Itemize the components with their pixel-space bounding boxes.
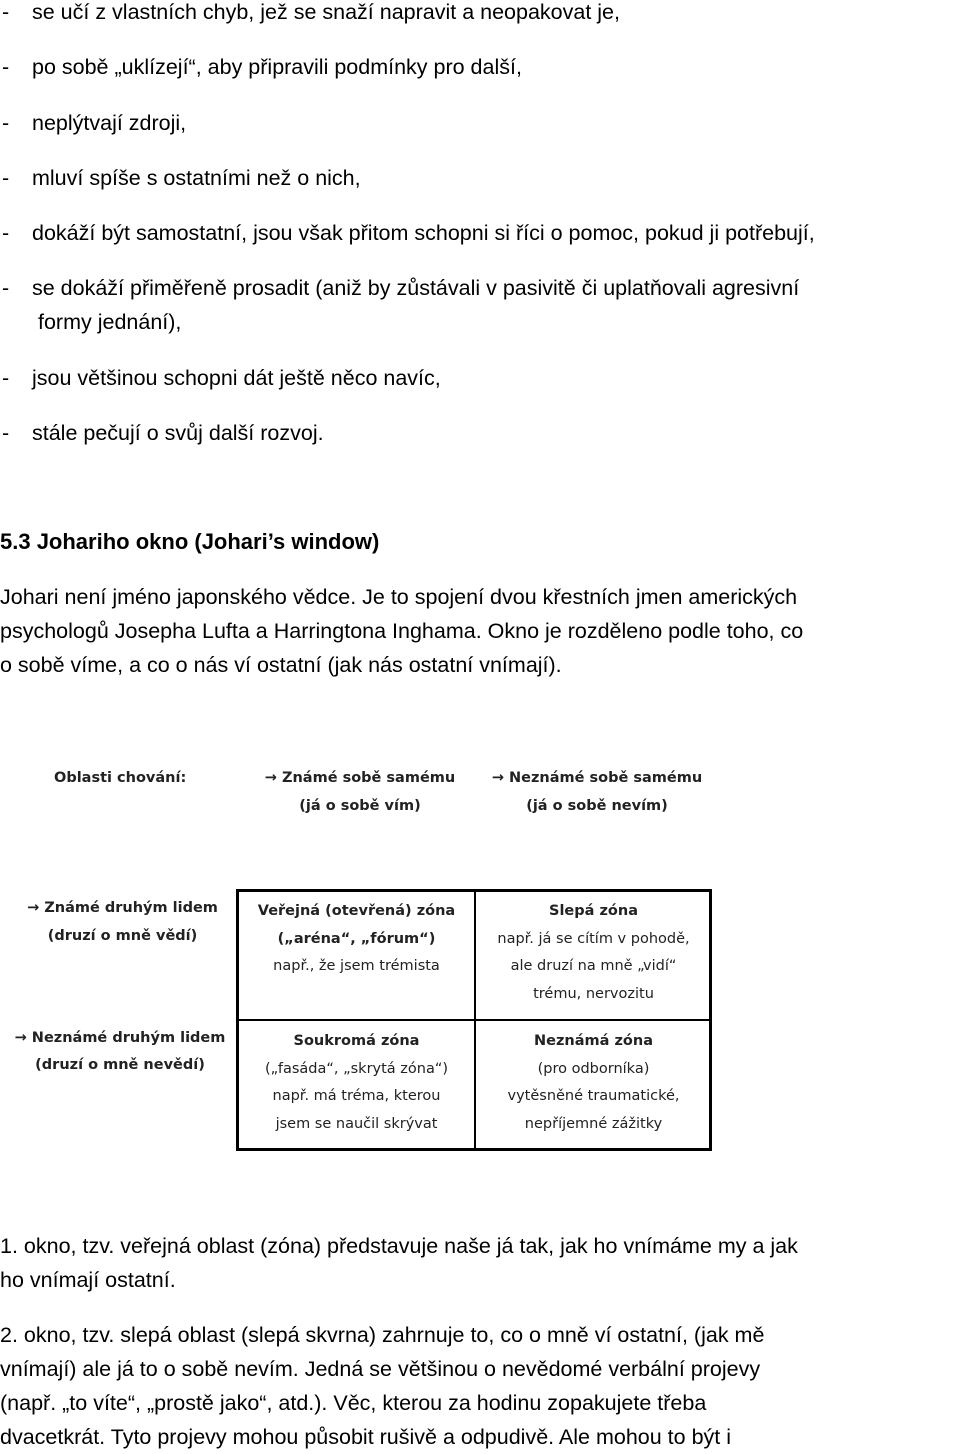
bullet-dash: - <box>2 221 10 245</box>
cell-line: trému, nervozitu <box>533 985 654 1002</box>
window-2-paragraph <box>0 1318 958 1454</box>
paragraph-line: vnímají) ale já to o sobě nevím. Jedná se většinou o nevědomé verbální projevy <box>0 1357 761 1381</box>
bullet-text: mluví spíše s ostatními než o nich, <box>32 166 361 190</box>
cell-line: např. já se cítím v pohodě, <box>497 930 690 947</box>
bullet-dash: - <box>2 0 10 24</box>
cell-line: jsem se naučil skrývat <box>275 1115 438 1132</box>
areas-label: Oblasti chování: <box>54 770 187 786</box>
column-header-unknown-self <box>482 770 712 786</box>
cell-line: ale druzí na mně „vidí“ <box>510 958 677 974</box>
bullet-dash: - <box>2 55 10 79</box>
johari-grid <box>236 889 712 1151</box>
paragraph-line: 1. okno, tzv. veřejná oblast (zóna) představuje naše já tak, jak ho vnímáme my a jak <box>0 1234 798 1258</box>
bullet-dash: - <box>2 366 10 390</box>
column-subtitle: (já o sobě vím) <box>299 798 421 814</box>
cell-line: např., že jsem trémista <box>273 958 440 974</box>
row-subtitle: (druzí o mně vědí) <box>47 928 198 944</box>
paragraph-line: o sobě víme, a co o nás ví ostatní (jak nás ostatní vnímají). <box>0 653 562 677</box>
bullet-text: dokáží být samostatní, jsou však přitom schopni si říci o pomoc, pokud ji potřebují, <box>32 221 815 245</box>
column-title: → Známé sobě samému <box>264 770 456 786</box>
cell-title: Neznámá zóna <box>534 1033 653 1049</box>
cell-line: (pro odborníka) <box>537 1060 650 1077</box>
paragraph-line: ho vnímají ostatní. <box>0 1268 176 1292</box>
cell-line: („aréna“, „fórum“) <box>277 930 436 947</box>
bullet-dash: - <box>2 276 10 300</box>
bullet-dash: - <box>2 111 10 135</box>
row-header-known-others: → Známé druhým lidem <box>27 900 218 916</box>
cell-line: nepříjemné zážitky <box>524 1115 663 1132</box>
intro-paragraph <box>0 580 958 682</box>
paragraph-line: (např. „to víte“, „prostě jako“, atd.). Věc, kterou za hodinu zopakujete třeba <box>0 1391 707 1415</box>
bullet-text: se učí z vlastních chyb, jež se snaží napravit a neopakovat je, <box>32 0 620 24</box>
bullet-dash: - <box>2 166 10 190</box>
cell-line: vytěsněné traumatické, <box>507 1088 680 1104</box>
bullet-text: neplýtvají zdroji, <box>32 111 187 135</box>
bullet-text: se dokáží přiměřeně prosadit (aniž by zůstávali v pasivitě či uplatňovali agresivní <box>32 276 800 300</box>
cell-unknown-zone <box>476 1028 711 1138</box>
paragraph-line: 2. okno, tzv. slepá oblast (slepá skvrna) zahrnuje to, co o mně ví ostatní, (jak mě <box>0 1323 765 1347</box>
grid-divider <box>239 1019 709 1021</box>
paragraph-line: psychologů Josepha Lufta a Harringtona Inghama. Okno je rozděleno podle toho, co <box>0 619 804 643</box>
cell-line: např. má tréma, kterou <box>272 1088 441 1104</box>
cell-line: („fasáda“, „skrytá zóna“) <box>264 1060 449 1077</box>
row-subtitle: (druzí o mně nevědí) <box>35 1057 205 1073</box>
row-header-unknown-others: → Neznámé druhým lidem <box>14 1030 226 1046</box>
bullet-text: jsou většinou schopni dát ještě něco navíc, <box>32 366 441 390</box>
paragraph-line: Johari není jméno japonského vědce. Je to spojení dvou křestních jmen amerických <box>0 585 798 609</box>
cell-title: Veřejná (otevřená) zóna <box>257 903 456 919</box>
column-header-known-self <box>250 770 470 786</box>
cell-private-zone <box>239 1028 474 1138</box>
cell-blind-zone <box>476 898 711 1008</box>
bullet-text: stále pečují o svůj další rozvoj. <box>32 421 324 445</box>
column-title: → Neznámé sobě samému <box>491 770 703 786</box>
bullet-dash: - <box>2 421 10 445</box>
paragraph-line: dvacetkrát. Tyto projevy mohou působit rušivě a odpudivě. Ale mohou to být i <box>0 1425 732 1449</box>
cell-title: Soukromá zóna <box>293 1033 420 1049</box>
column-subtitle: (já o sobě nevím) <box>526 798 668 814</box>
section-heading: 5.3 Johariho okno (Johari’s window) <box>0 529 380 554</box>
window-1-paragraph <box>0 1229 958 1297</box>
bullet-continuation: formy jednání), <box>38 310 182 334</box>
cell-title: Slepá zóna <box>549 903 638 919</box>
cell-public-zone <box>239 898 474 981</box>
bullet-text: po sobě „uklízejí“, aby připravili podmínky pro další, <box>32 55 522 79</box>
